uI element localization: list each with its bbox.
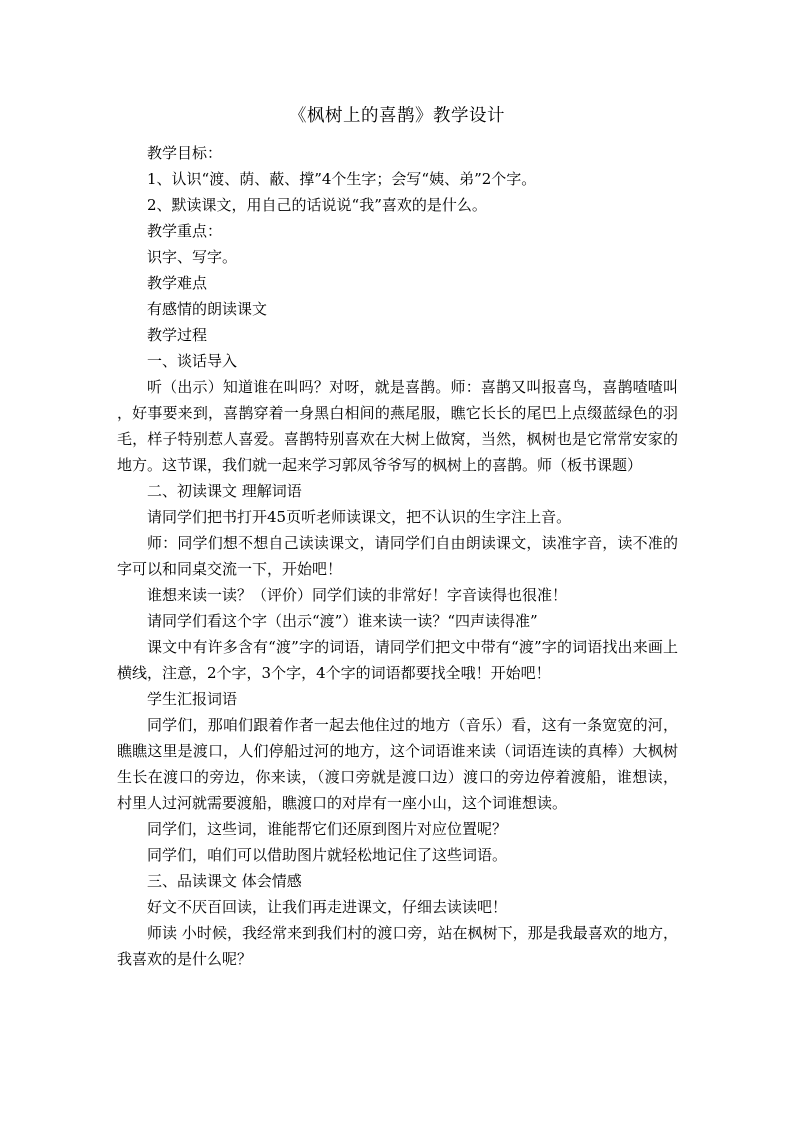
body-paragraph: 同学们，这些词，谁能帮它们还原到图片对应位置呢？ (147, 820, 508, 838)
goal-item-1: 1、认识“渡、荫、蔽、撑”4个生字；会写“姨、弟”2个字。 (147, 170, 537, 188)
body-paragraph: 同学们，咱们可以借助图片就轻松地记住了这些词语。 (147, 846, 508, 864)
difficulty-text: 有感情的朗读课文 (147, 300, 268, 318)
body-paragraph: 请同学们看这个字（出示“渡”）谁来读一读？“四声读得准” (147, 612, 538, 630)
heading-teaching-process: 教学过程 (147, 326, 208, 344)
body-paragraph: 课文中有许多含有“渡”字的词语，请同学们把文中带有“渡”字的词语找出来画上横线，注意，2个字，3个字，4个字的词语都要找全哦！开始吧！ (117, 638, 678, 682)
body-paragraph: 谁想来读一读？（评价）同学们读的非常好！字音读得也很准！ (147, 586, 568, 604)
document-title: 《枫树上的喜鹊》教学设计 (289, 106, 505, 126)
goal-item-2: 2、默读课文，用自己的话说说“我”喜欢的是什么。 (147, 196, 487, 214)
body-paragraph: 听（出示）知道谁在叫吗？对呀，就是喜鹊。师：喜鹊又叫报喜鸟，喜鹊喳喳叫，好事要来到，喜鹊穿着一身黑白相间的燕尾服，瞧它长长的尾巴上点缀蓝绿色的羽毛，样子特别惹人喜爱。喜鹊特别喜欢在大树上做窝，当然，枫树也是它常常安家的地方。这节课，我们就一起来学习郭凤爷爷写的枫树上的喜鹊。师（板书课题） (117, 378, 678, 474)
focus-text: 识字、写字。 (147, 248, 238, 266)
body-paragraph: 同学们，那咱们跟着作者一起去他住过的地方（音乐）看，这有一条宽宽的河，瞧瞧这里是渡口，人们停船过河的地方，这个词语谁来读（词语连读的真棒）大枫树生长在渡口的旁边，你来读，（渡口旁就是渡口边）渡口的旁边停着渡船，谁想读，村里人过河就需要渡船，瞧渡口的对岸有一座小山，这个词谁想读。 (117, 716, 678, 812)
section-heading-1: 一、谈话导入 (147, 352, 238, 370)
body-paragraph: 师：同学们想不想自己读读课文，请同学们自由朗读课文，读准字音，读不准的字可以和同桌交流一下，开始吧！ (117, 534, 678, 578)
heading-teaching-focus: 教学重点： (147, 222, 223, 240)
heading-teaching-goals: 教学目标： (147, 144, 223, 162)
body-paragraph: 好文不厌百回读，让我们再走进课文，仔细去读读吧！ (147, 898, 508, 916)
body-paragraph: 请同学们把书打开45页听老师读课文，把不认识的生字注上音。 (147, 508, 572, 526)
section-heading-3: 三、品读课文 体会情感 (147, 872, 302, 890)
document-body (117, 140, 678, 972)
section-heading-2: 二、初读课文 理解词语 (147, 482, 302, 500)
body-paragraph: 学生汇报词语 (147, 690, 238, 708)
body-paragraph: 师读 小时候，我经常来到我们村的渡口旁，站在枫树下，那是我最喜欢的地方，我喜欢的是什么呢？ (117, 924, 678, 968)
heading-teaching-difficulty: 教学难点 (147, 274, 208, 292)
